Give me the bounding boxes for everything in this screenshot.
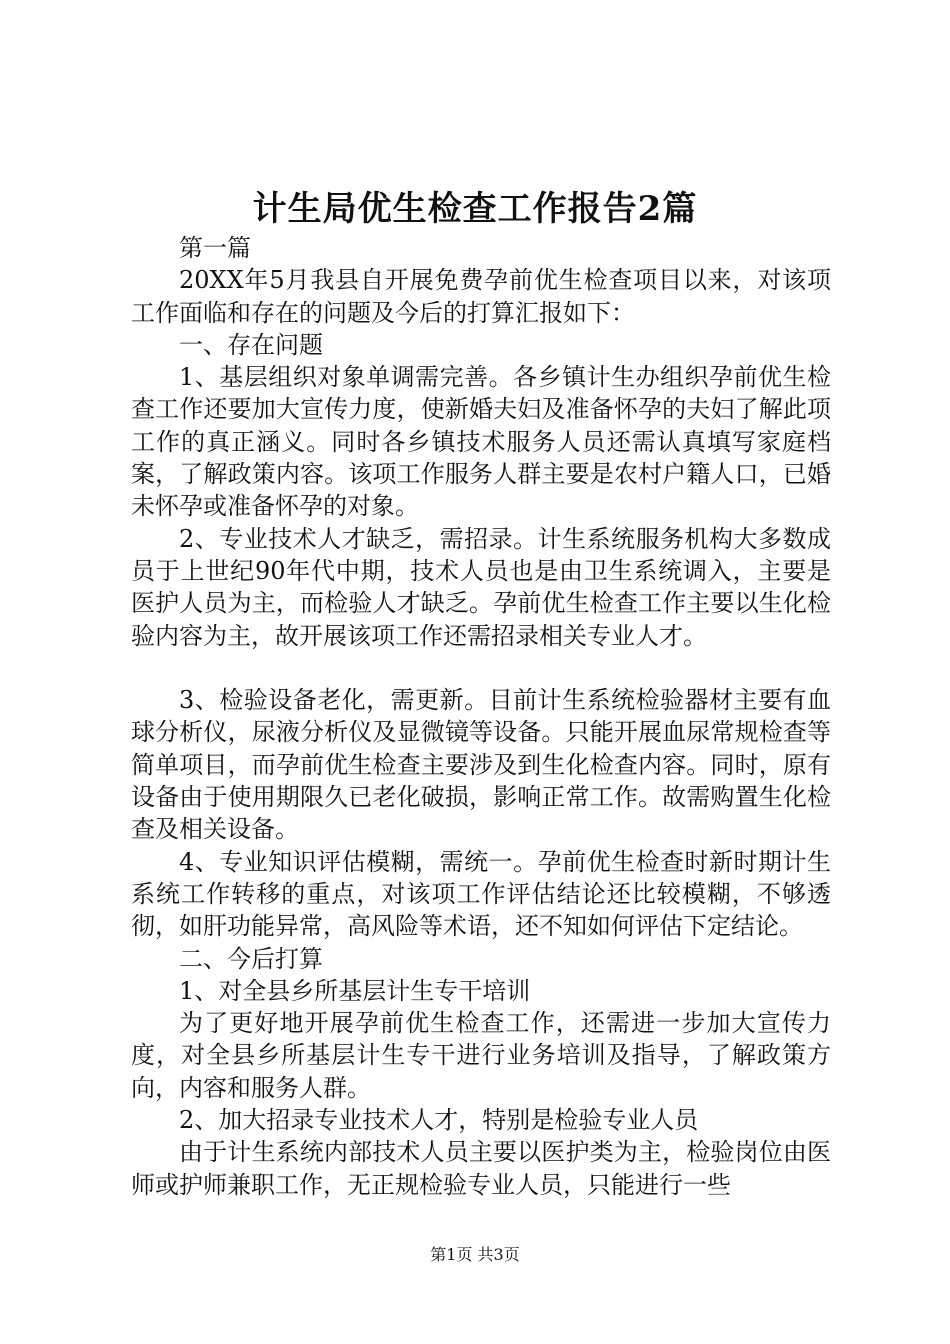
paragraph-plan-2-title: 2、加大招录专业技术人才，特别是检验专业人员 xyxy=(179,1106,699,1135)
heading-future-plans: 二、今后打算 xyxy=(179,944,323,973)
paragraph-problem-1: 1、基层组织对象单调需完善。各乡镇计生办组织孕前优生检查工作还要加大宣传力度，使新婚夫妇及准备怀孕的夫妇了解此项工作的真正涵义。同时各乡镇技术服务人员还需认真填写家庭档案，了解政策内容。该项工作服务人群主要是农村户籍人口，已婚未怀孕或准备怀孕的对象。 xyxy=(131,363,831,521)
paragraph-intro: 20XX年5月我县自开展免费孕前优生检查项目以来，对该项工作面临和存在的问题及今后的打算汇报如下： xyxy=(131,266,831,327)
paragraph-problem-3: 3、检验设备老化，需更新。目前计生系统检验器材主要有血球分析仪，尿液分析仪及显微镜等设备。只能开展血尿常规检查等简单项目，而孕前优生检查主要涉及到生化检查内容。同时，原有设备由于使用期限久已老化破损，影响正常工作。故需购置生化检查及相关设备。 xyxy=(131,686,831,844)
paragraph-plan-2-body: 由于计生系统内部技术人员主要以医护类为主，检验岗位由医师或护师兼职工作，无正规检验专业人员，只能进行一些 xyxy=(131,1138,831,1199)
heading-existing-problems: 一、存在问题 xyxy=(179,330,323,359)
paragraph-plan-1-body: 为了更好地开展孕前优生检查工作，还需进一步加大宣传力度，对全县乡所基层计生专干进行业务培训及指导，了解政策方向，内容和服务人群。 xyxy=(131,1009,831,1102)
blank-line xyxy=(131,652,831,684)
document-title: 计生局优生检查工作报告2篇 xyxy=(252,189,698,229)
paragraph-part-one: 第一篇 xyxy=(179,234,251,262)
paragraph-plan-1-title: 1、对全县乡所基层计生专干培训 xyxy=(179,976,531,1005)
page-footer: 第1页 共3页 xyxy=(430,1245,520,1264)
paragraph-problem-2: 2、专业技术人才缺乏，需招录。计生系统服务机构大多数成员于上世纪90年代中期，技术人员也是由卫生系统调入，主要是医护人员为主，而检验人才缺乏。孕前优生检查工作主要以生化检验内容为主，故开展该项工作还需招录相关专业人才。 xyxy=(131,524,831,650)
paragraph-problem-4: 4、专业知识评估模糊，需统一。孕前优生检查时新时期计生系统工作转移的重点，对该项工作评估结论还比较模糊，不够透彻，如肝功能异常，高风险等术语，还不知如何评估下定结论。 xyxy=(131,847,831,941)
document-body xyxy=(131,232,831,1201)
